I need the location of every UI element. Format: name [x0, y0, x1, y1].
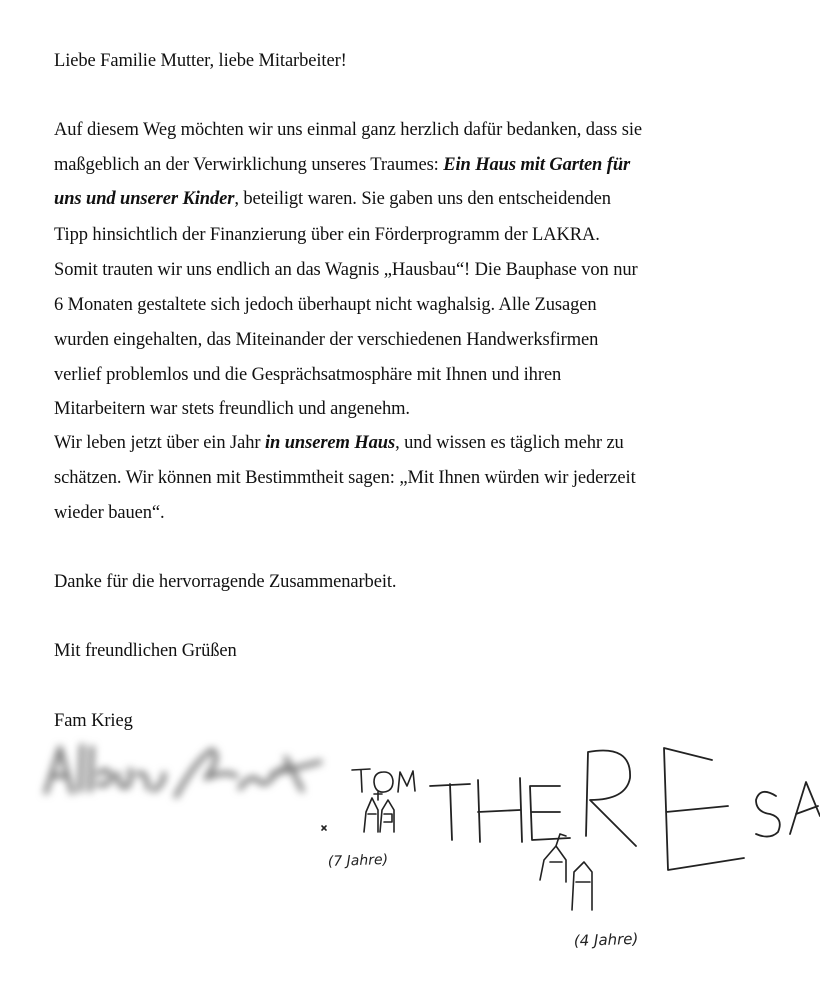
emphasis-text: Ein Haus mit Garten für [443, 155, 631, 175]
text-run: , beteiligt waren. Sie gaben uns den entscheidenden [234, 189, 611, 209]
paragraph-1-line-6: 6 Monaten gestaltete sich jedoch überhaupt nicht waghalsig. Alle Zusagen [54, 295, 597, 315]
paragraph-2-line-2: schätzen. Wir können mit Bestimmtheit sagen: „Mit Ihnen würden wir jederzeit [54, 468, 636, 488]
blurred-signature-image [36, 730, 336, 810]
paragraph-1-line-3 [54, 188, 611, 210]
sender-line: Fam Krieg [54, 711, 133, 731]
theresa-figure-drawing [540, 834, 592, 910]
tom-figure-drawing [364, 792, 394, 832]
text-run: , und wissen es täglich mehr zu [395, 433, 624, 453]
paragraph-2-line-1 [54, 432, 624, 454]
paragraph-1-line-8: verlief problemlos und die Gesprächsatmosphäre mit Ihnen und ihren [54, 365, 562, 385]
text-run: maßgeblich an der Verwirklichung unseres Traumes: [54, 155, 444, 175]
salutation: Liebe Familie Mutter, liebe Mitarbeiter! [54, 51, 347, 71]
emphasis-text: in unserem Haus [264, 433, 396, 453]
paragraph-1-line-7: wurden eingehalten, das Miteinander der verschiedenen Handwerksfirmen [54, 330, 599, 350]
paragraph-2-line-3: wieder bauen“. [54, 503, 165, 523]
tom-age-note: (7 Jahre) [327, 851, 389, 870]
paragraph-1-line-1: Auf diesem Weg möchten wir uns einmal ganz herzlich dafür bedanken, dass sie [54, 120, 643, 140]
theresa-name-drawing [430, 748, 820, 870]
paragraph-1-line-9: Mitarbeitern war stets freundlich und angenehm. [54, 399, 410, 419]
paragraph-1-line-4: Tipp hinsichtlich der Finanzierung über ein Förderprogramm der LAKRA. [54, 225, 600, 245]
text-run: Wir leben jetzt über ein Jahr [54, 433, 265, 453]
paragraph-1-line-5: Somit trauten wir uns endlich an das Wagnis „Hausbau“! Die Bauphase von nur [54, 260, 638, 280]
thanks-line: Danke für die hervorragende Zusammenarbeit. [54, 572, 397, 592]
theresa-age-note: (4 Jahre) [573, 929, 639, 950]
tom-name-drawing [352, 769, 415, 792]
paragraph-1-line-2 [54, 154, 630, 176]
pen-mark [322, 826, 326, 830]
emphasis-text: uns und unserer Kinder [54, 189, 235, 209]
closing-line: Mit freundlichen Grüßen [54, 641, 237, 661]
